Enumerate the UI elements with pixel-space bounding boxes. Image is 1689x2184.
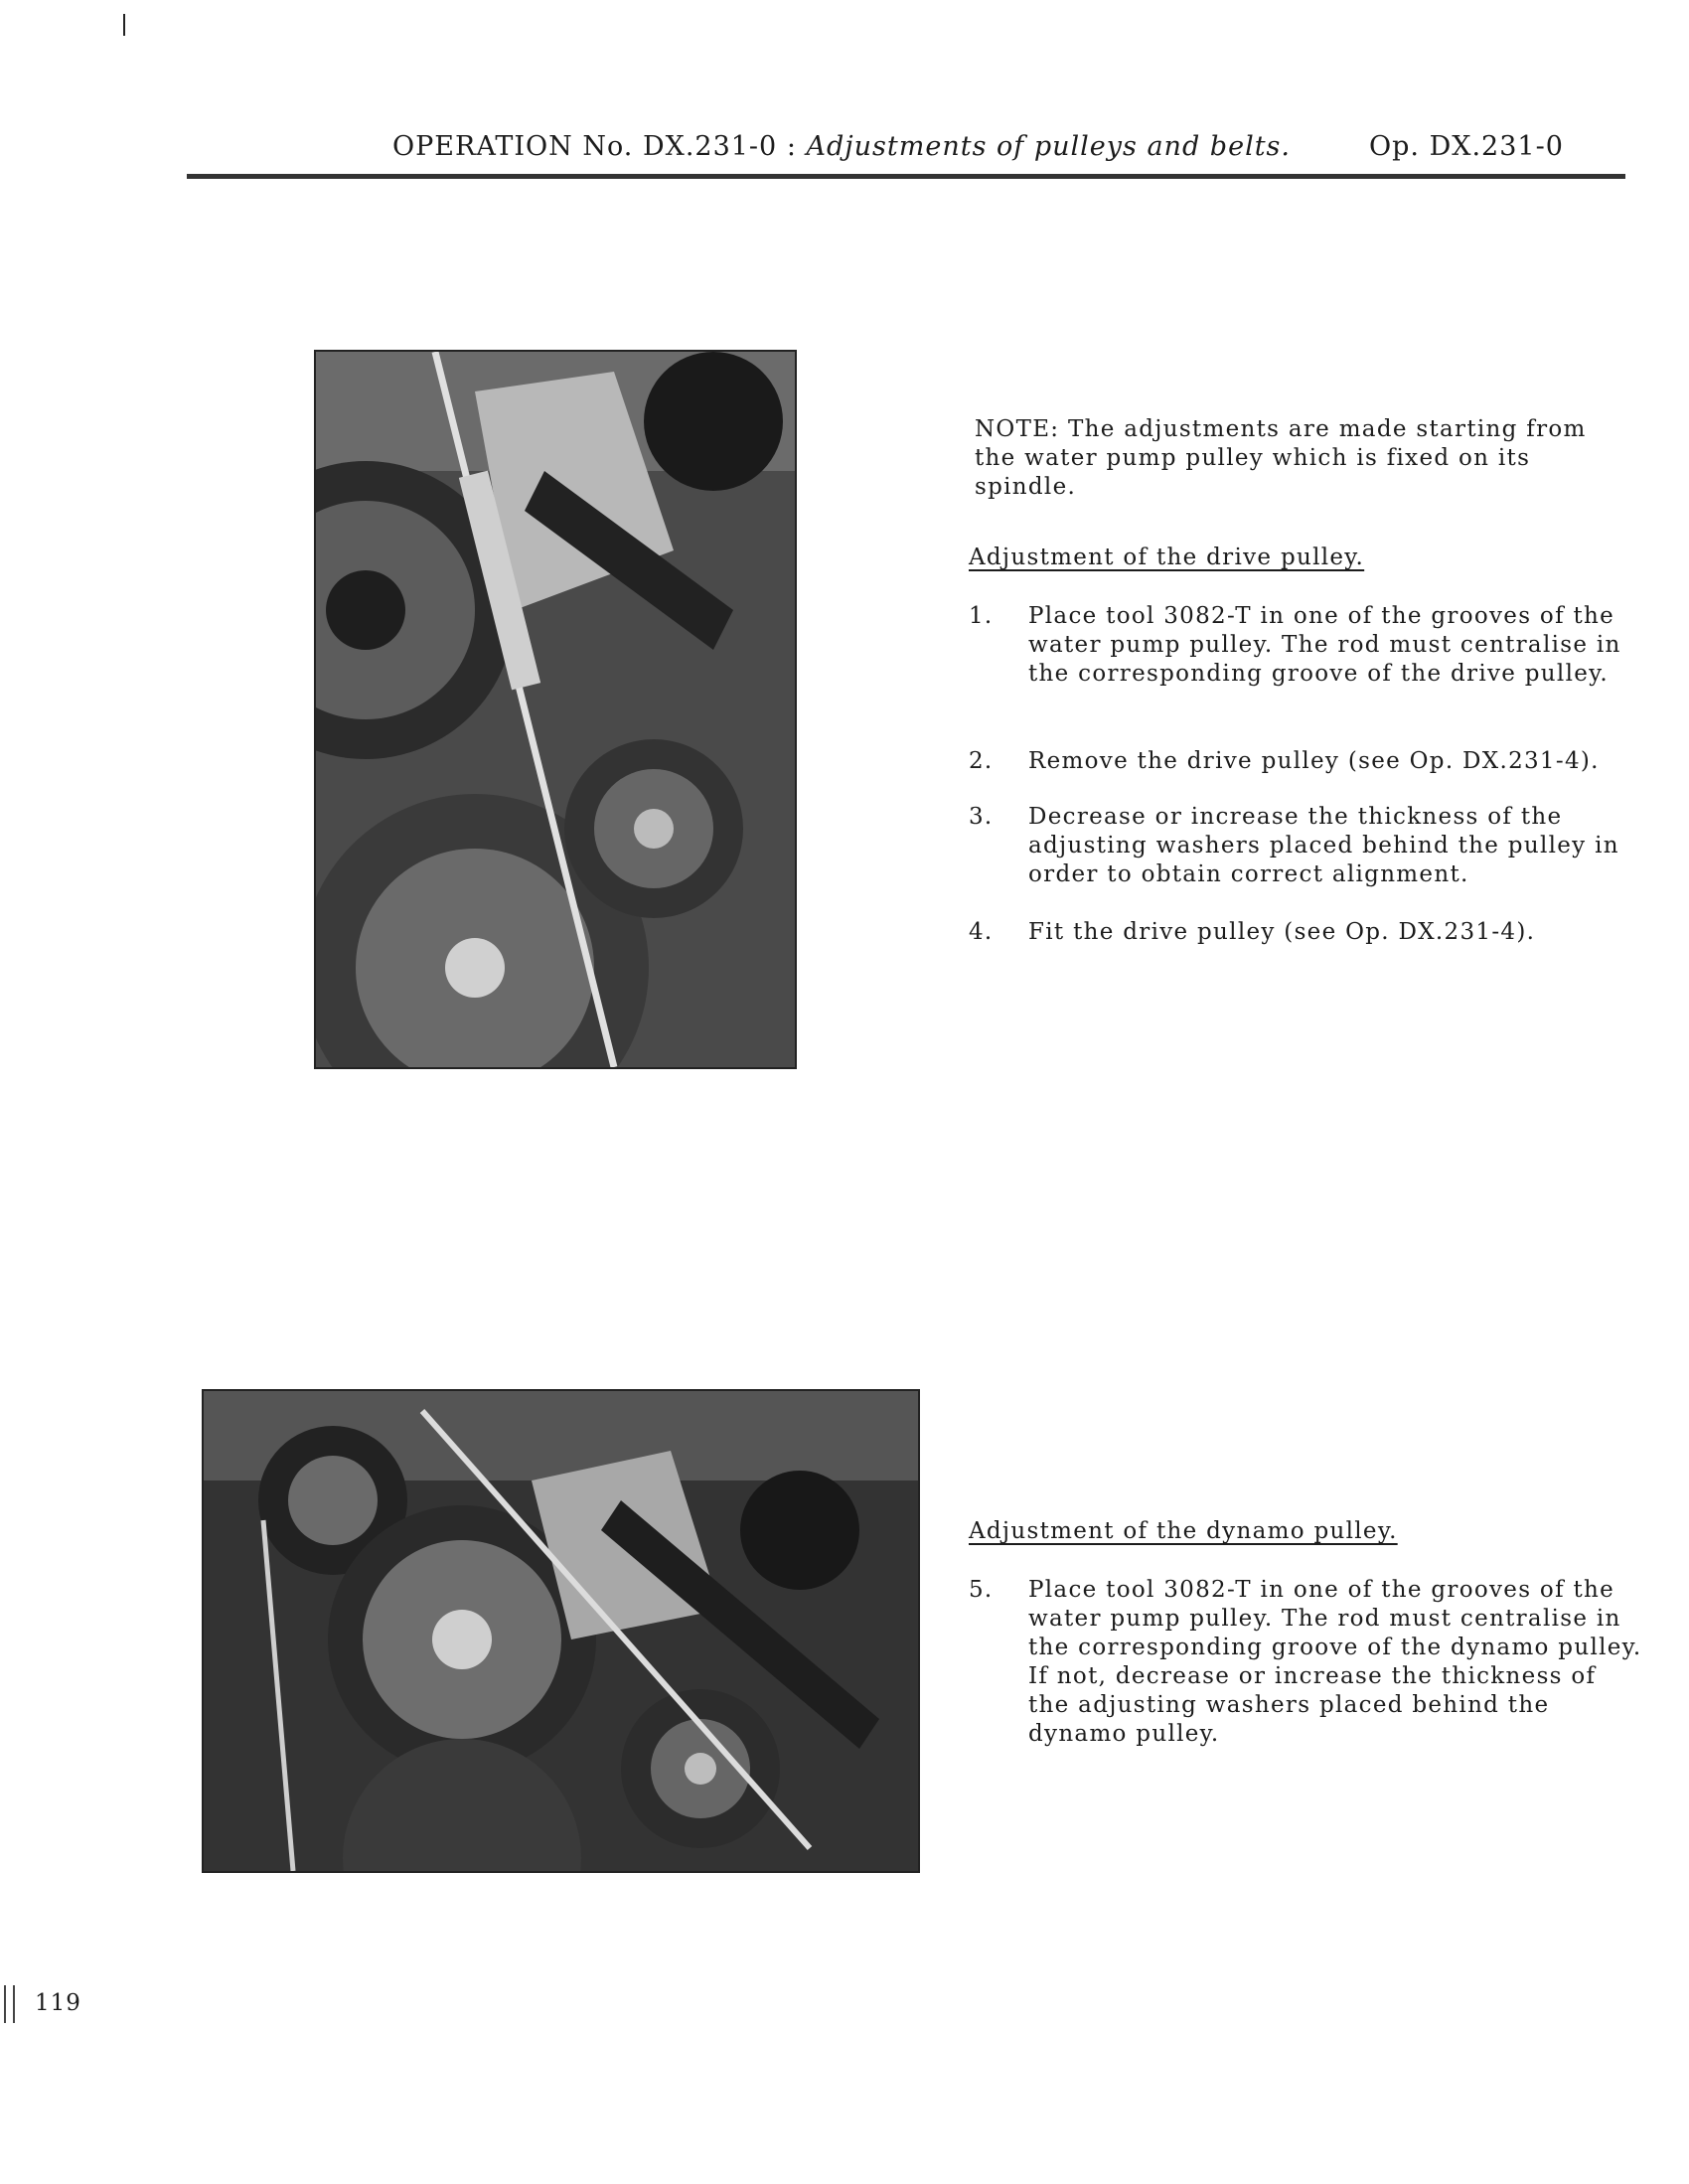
step-number: 2. bbox=[969, 748, 994, 774]
step-2 bbox=[969, 747, 1644, 776]
step-text: Fit the drive pulley (see Op. DX.231-4). bbox=[1028, 919, 1536, 945]
step-text-continued: If not, decrease or increase the thickness of the adjusting washers placed behind the dynamo pulley. bbox=[1028, 1663, 1597, 1747]
step-5 bbox=[969, 1576, 1644, 1749]
note-text: NOTE: The adjustments are made starting from the water pump pulley which is fixed on its spindle. bbox=[975, 416, 1587, 500]
header-rule bbox=[187, 174, 1625, 179]
binding-mark bbox=[4, 1985, 15, 2023]
step-number: 1. bbox=[969, 603, 994, 629]
margin-tick bbox=[123, 14, 125, 36]
operation-reference: Op. DX.231-0 bbox=[1369, 131, 1564, 162]
page-number: 119 bbox=[35, 1990, 81, 2016]
drive-pulley-photo bbox=[314, 350, 797, 1069]
step-4 bbox=[969, 918, 1644, 947]
drive-pulley-heading: Adjustment of the drive pulley. bbox=[969, 545, 1365, 570]
step-number: 5. bbox=[969, 1577, 994, 1603]
dynamo-pulley-photo bbox=[202, 1389, 920, 1873]
note-block bbox=[969, 415, 1624, 502]
step-1 bbox=[969, 602, 1644, 689]
step-text: Decrease or increase the thickness of the adjusting washers placed behind the pulley in order to obtain correct alignment. bbox=[1028, 804, 1619, 887]
step-text: Place tool 3082-T in one of the grooves of the water pump pulley. The rod must centralise in the corresponding groove of the drive pulley. bbox=[1028, 603, 1621, 687]
step-3 bbox=[969, 803, 1644, 889]
step-number: 3. bbox=[969, 804, 994, 830]
step-text: Remove the drive pulley (see Op. DX.231-4). bbox=[1028, 748, 1600, 774]
dynamo-pulley-heading: Adjustment of the dynamo pulley. bbox=[969, 1518, 1398, 1544]
operation-number: OPERATION No. DX.231-0 : bbox=[392, 131, 807, 162]
step-text: Place tool 3082-T in one of the grooves of the water pump pulley. The rod must centralise in the corresponding groove of the dynamo pulley. bbox=[1028, 1577, 1642, 1660]
operation-header bbox=[392, 131, 1291, 162]
step-number: 4. bbox=[969, 919, 994, 945]
operation-title: Adjustments of pulleys and belts. bbox=[806, 131, 1291, 162]
